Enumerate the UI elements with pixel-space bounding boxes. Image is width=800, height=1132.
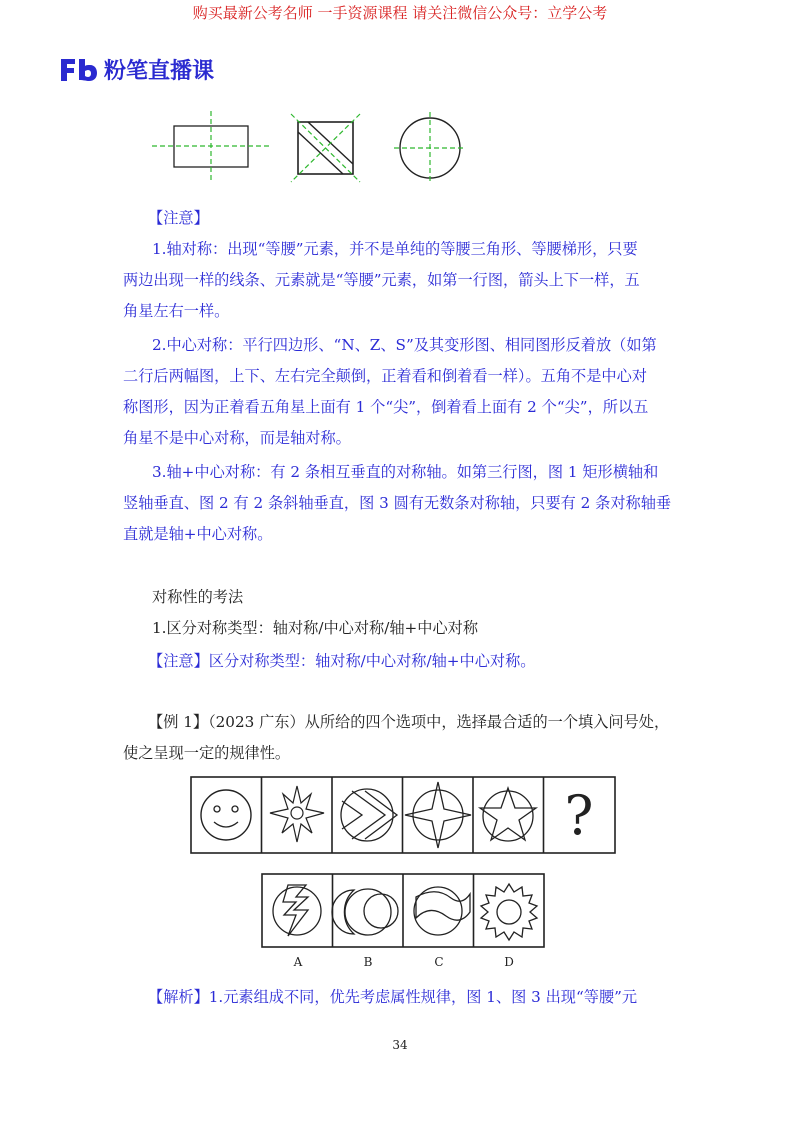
note-line-9: 竖轴垂直、图 2 有 2 条斜轴垂直，图 3 圆有无数条对称轴，只要有 2 条对称轴垂 xyxy=(123,494,672,512)
diamond-square-with-axes xyxy=(291,114,360,182)
option-figure-row xyxy=(258,872,550,950)
option-label-d: D xyxy=(504,955,514,969)
question-mark: ? xyxy=(564,784,594,847)
option-label-c: C xyxy=(434,955,444,969)
brand-text: 粉笔直播课 xyxy=(104,59,215,84)
option-c-wave-figure[interactable] xyxy=(414,887,470,935)
note-line-1: 1.轴对称：出现“等腰”元素，并不是单纯的等腰三角形、等腰梯形，只要 xyxy=(152,240,638,258)
question-figure-row xyxy=(190,776,620,856)
note-line-7: 角星不是中心对称，而是轴对称。 xyxy=(123,429,351,447)
option-label-b: B xyxy=(363,955,373,969)
option-label-a: A xyxy=(293,955,303,969)
note-line-5: 二行后两幅图，上下、左右完全颠倒，正着看和倒着看一样）。五角不是中心对 xyxy=(123,367,647,385)
symmetry-axis-figures xyxy=(148,108,478,188)
page-number: 34 xyxy=(392,1038,408,1052)
brand-logo xyxy=(58,54,214,85)
note-line-6: 称图形，因为正着看五角星上面有 1 个“尖”，倒着看上面有 2 个“尖”，所以五 xyxy=(123,398,649,416)
example-line-1: 【例 1】（2023 广东）从所给的四个选项中，选择最合适的一个填入问号处， xyxy=(148,713,670,731)
note-line-3: 角星左右一样。 xyxy=(123,302,230,320)
sun-star-figure xyxy=(270,786,324,842)
smiley-face-figure xyxy=(201,790,251,840)
option-d-gear-sun-figure[interactable] xyxy=(481,884,537,940)
circle-with-axes xyxy=(394,112,466,184)
fb-logo-icon xyxy=(58,57,98,83)
note-line-4: 2.中心对称：平行四边形、“N、Z、S”及其变形图、相同图形反着放（如第 xyxy=(152,336,657,354)
method-note: 【注意】区分对称类型：轴对称/中心对称/轴+中心对称。 xyxy=(148,652,536,670)
top-banner: 购买最新公考名师 一手资源课程 请关注微信公众号：立学公考 xyxy=(192,4,608,22)
note-line-8: 3.轴+中心对称：有 2 条相互垂直的对称轴。如第三行图，图 1 矩形横轴和 xyxy=(152,463,659,481)
note-line-10: 直就是轴+中心对称。 xyxy=(123,525,273,543)
example-line-2: 使之呈现一定的规律性。 xyxy=(123,744,291,762)
analysis-line: 【解析】1.元素组成不同，优先考虑属性规律，图 1、图 3 出现“等腰”元 xyxy=(148,988,638,1006)
pentagram-circle-figure xyxy=(480,788,536,841)
method-item: 1.区分对称类型：轴对称/中心对称/轴+中心对称 xyxy=(152,619,479,637)
method-title: 对称性的考法 xyxy=(152,588,244,606)
four-point-star-circle-figure xyxy=(405,782,471,848)
note-line-2: 两边出现一样的线条、元素就是“等腰”元素，如第一行图，箭头上下一样，五 xyxy=(123,271,640,289)
rectangle-with-axes xyxy=(152,111,270,181)
chevron-circle-figure xyxy=(341,789,397,841)
option-a-lightning-figure[interactable] xyxy=(273,885,321,936)
option-b-crescent-figure[interactable] xyxy=(332,889,398,935)
note-title: 【注意】 xyxy=(148,209,209,227)
